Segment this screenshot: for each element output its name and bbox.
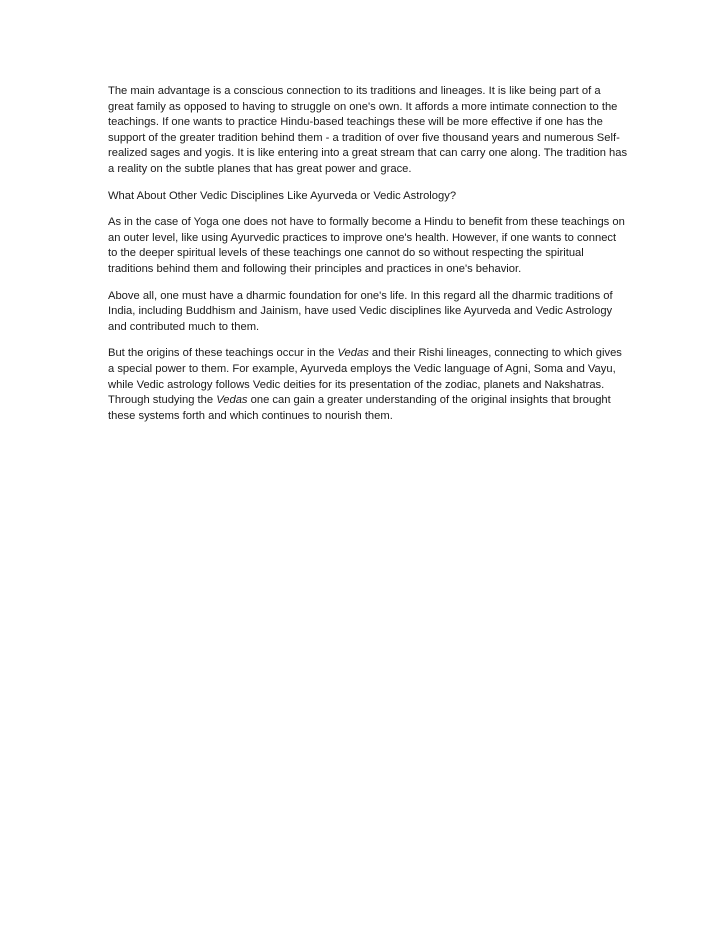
text-fragment: and their Rishi lineages, connecting to which gives a special power to them. For example, Ayurveda employs the Vedic language of Agni, Soma and Vayu, while Vedic astrology follows Vedic deities for its presentation of the zodiac, planets and Nakshatras. Through studying the [108, 347, 622, 407]
paragraph-traditions: The main advantage is a conscious connection to its traditions and lineages. It is like being part of a great family as opposed to having to struggle on one's own. It affords a more intimate connection to the teachings. If one wants to practice Hindu-based teachings these will be more effective if one has the support of the greater tradition behind them - a tradition of over five thousand years and numerous Self-realized sages and yogis. It is like entering into a great stream that can carry one along. The tradition has a reality on the subtle planes that has great power and grace. [108, 85, 628, 175]
vedas-emphasis: Vedas [337, 347, 369, 360]
document-page [108, 84, 628, 435]
vedas-emphasis: Vedas [216, 394, 248, 407]
text-fragment: But the origins of these teachings occur in the [108, 347, 338, 360]
paragraph-yoga-comparison: As in the case of Yoga one does not have to formally become a Hindu to benefit from these teachings on an outer level, like using Ayurvedic practices to improve one's health. However, if one wants to connect to the deeper spiritual levels of these teachings one cannot do so without respecting the spiritual traditions behind them and following their principles and practices in one's behavior. [108, 216, 625, 275]
section-heading: What About Other Vedic Disciplines Like Ayurveda or Vedic Astrology? [108, 189, 457, 202]
text-fragment: one can gain a greater understanding of the original insights that brought these systems forth and which continues to nourish them. [108, 394, 611, 422]
paragraph-vedic-origins [108, 346, 628, 424]
paragraph-dharmic-foundation: Above all, one must have a dharmic foundation for one's life. In this regard all the dharmic traditions of India, including Buddhism and Jainism, have used Vedic disciplines like Ayurveda and Vedic Astrology and contributed much to them. [108, 289, 613, 333]
